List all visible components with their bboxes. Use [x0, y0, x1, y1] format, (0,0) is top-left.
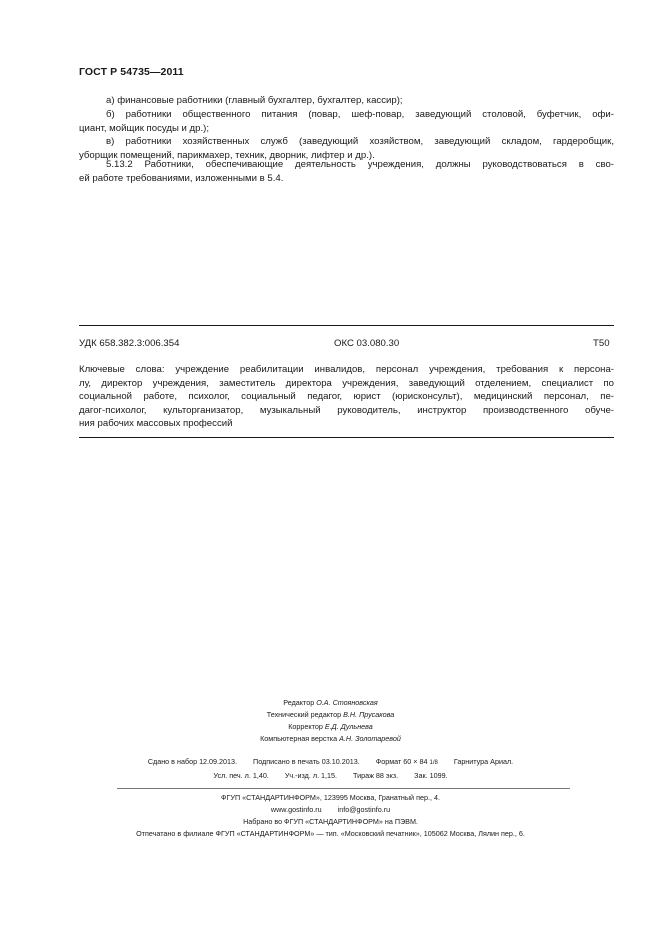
list-item-b: [79, 108, 614, 135]
publisher-sheets: Уч.-изд. л. 1,15.: [284, 771, 338, 780]
classification-top-divider: [79, 325, 614, 326]
publication-line2: [0, 771, 661, 780]
corrector-name: Е.Д. Дульнева: [324, 722, 373, 731]
signed-date: Подписано в печать 03.10.2013.: [253, 757, 360, 766]
paragraph-5-13-2-line1: 5.13.2 Работники, обеспечивающие деятельность учреждения, должны руководствоваться в сво-: [106, 159, 614, 170]
keywords-line5: ния рабочих массовых профессий: [79, 418, 233, 430]
corrector-credit: [0, 722, 661, 731]
sent-date: Сдано в набор 12.09.2013.: [147, 757, 238, 766]
print-sheets: Усл. печ. л. 1,40.: [213, 771, 269, 780]
keywords-line1: Ключевые слова: учреждение реабилитации инвалидов, персонал учреждения, требования к персона-: [79, 364, 614, 375]
typeset-note: Набрано во ФГУП «СТАНДАРТИНФОРМ» на ПЭВМ.: [243, 817, 418, 826]
list-item-b-line1: б) работники общественного питания (повар, шеф-повар, заведующий столовой, буфетчик, офи-: [106, 109, 614, 120]
corrector-label: Корректор: [288, 722, 323, 731]
list-item-v-line1: в) работники хозяйственных служб (заведующий хозяйством, заведующий складом, гардеробщик,: [106, 136, 614, 147]
editor-credit: [0, 698, 661, 707]
keywords-line3: социальной работе, психолог, социальный педагог, юрист (юрисконсульт), медицинский персонал, пе-: [79, 391, 614, 403]
printing-note: Отпечатано в филиале ФГУП «СТАНДАРТИНФОРМ» — тип. «Московский печатник», 105062 Москва, Лялин пер., 6.: [136, 829, 525, 838]
paragraph-5-13-2: [79, 158, 614, 185]
publisher-address: ФГУП «СТАНДАРТИНФОРМ», 123995 Москва, Гранатный пер., 4.: [221, 793, 440, 802]
order-number: Зак. 1099.: [414, 771, 448, 780]
keywords-block: [79, 363, 614, 431]
list-item-b-line2: циант, мойщик посуды и др.);: [79, 122, 210, 134]
udk-code: УДК 658.382.3:006.354: [79, 338, 180, 349]
list-item-a-text: а) финансовые работники (главный бухгалтер, бухгалтер, кассир);: [106, 95, 403, 106]
editor-label: Редактор: [283, 698, 315, 707]
layout-name: А.Н. Золотаревой: [339, 734, 401, 743]
paper-format: Формат 60 × 84: [375, 757, 428, 766]
tech-editor-name: В.Н. Прусакова: [343, 710, 395, 719]
standard-header: ГОСТ Р 54735—2011: [79, 66, 184, 78]
keywords-line4: дагог-психолог, культорганизатор, музыкальный руководитель, инструктор производственного обуче-: [79, 404, 614, 416]
layout-credit: [0, 734, 661, 743]
oks-code: ОКС 03.080.30: [334, 338, 400, 349]
publisher-email: info@gostinfo.ru: [337, 805, 391, 814]
editor-name: О.А. Стояновская: [316, 698, 378, 707]
tech-editor-label: Технический редактор: [266, 710, 342, 719]
tech-editor-credit: [0, 710, 661, 719]
publication-line1: [0, 757, 661, 766]
layout-label: Компьютерная верстка: [260, 734, 338, 743]
paper-format-fraction: 1/8: [429, 760, 438, 766]
keywords-bottom-divider: [79, 437, 614, 438]
group-code: Т50: [593, 338, 610, 349]
print-run: Тираж 88 экз.: [353, 771, 399, 780]
keywords-line2: лу, директор учреждения, заместитель директора учреждения, заведующий отделением, специалист по: [79, 377, 614, 389]
list-item-v-line2: уборщик помещений, парикмахер, техник, дворник, лифтер и др.).: [79, 149, 375, 161]
typeface: Гарнитура Ариал.: [453, 757, 514, 766]
list-item-a: [79, 94, 614, 108]
imprint-divider: [117, 788, 570, 789]
publisher-website: www.gostinfo.ru: [270, 805, 322, 814]
paragraph-5-13-2-line2: ей работе требованиями, изложенными в 5.4.: [79, 172, 284, 184]
publisher-contacts: [0, 805, 661, 814]
